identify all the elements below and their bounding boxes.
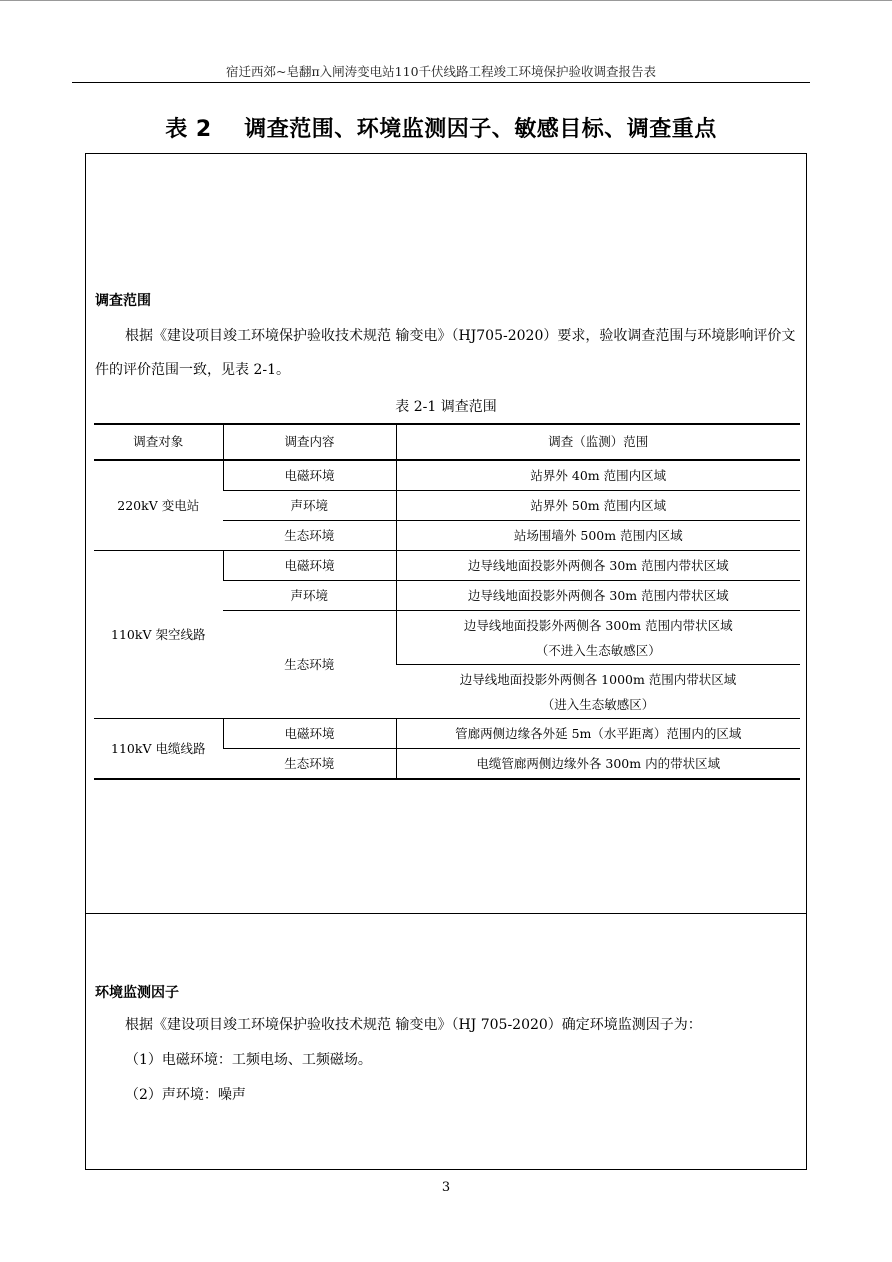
- scope-paragraph: [95, 319, 800, 387]
- object-cell: 110kV 架空线路: [111, 626, 206, 642]
- content-cell: 电磁环境: [223, 551, 396, 581]
- factor-item: （1）电磁环境：工频电场、工频磁场。: [125, 1052, 372, 1068]
- factors-heading: 环境监测因子: [95, 985, 179, 1001]
- header-content: 调查内容: [223, 424, 396, 460]
- factors-section-frame: [85, 913, 807, 1170]
- scope-heading: 调查范围: [95, 293, 151, 309]
- factors-paragraph: [95, 1008, 800, 1042]
- table-caption: 表 2-1 调查范围: [395, 399, 497, 415]
- content-cell: 生态环境: [284, 527, 335, 543]
- table-header-row: [94, 424, 800, 460]
- scope-line: 边导线地面投影外两侧各 1000m 范围内带状区域: [459, 671, 737, 687]
- factor-item: （2）声环境：噪声: [125, 1087, 246, 1103]
- scope-line-note: （进入生态敏感区）: [541, 696, 655, 712]
- content-cell: 声环境: [290, 497, 328, 513]
- content-cell: 电磁环境: [223, 719, 396, 749]
- page-number: 3: [441, 1180, 451, 1195]
- object-cell: 220kV 变电站: [117, 497, 200, 513]
- table-row: [94, 551, 800, 581]
- top-border-line: [0, 0, 892, 1]
- scope-line: 边导线地面投影外两侧各 300m 范围内带状区域: [463, 617, 733, 633]
- factors-paragraph-text: 根据《建设项目竣工环境保护验收技术规范 输变电》（HJ 705-2020）确定环境监测因子为：: [125, 1017, 702, 1033]
- table-row: [94, 460, 800, 491]
- scope-cell: 电缆管廊两侧边缘外各 300m 内的带状区域: [396, 749, 800, 780]
- table-row: [94, 719, 800, 749]
- scope-table: [94, 423, 800, 780]
- scope-cell: 站界外 40m 范围内区域: [396, 460, 800, 491]
- scope-cell: 站场围墙外 500m 范围内区域: [396, 521, 800, 551]
- header-scope: 调查（监测）范围: [396, 424, 800, 460]
- content-cell: 生态环境: [284, 656, 335, 672]
- scope-cell: [396, 611, 800, 665]
- scope-line-note: （不进入生态敏感区）: [535, 642, 661, 658]
- content-cell: 生态环境: [284, 755, 335, 771]
- content-cell: 声环境: [290, 587, 328, 603]
- header-rule: [72, 82, 810, 83]
- page-title: 表 2 调查范围、环境监测因子、敏感目标、调查重点: [165, 117, 717, 142]
- scope-cell: 边导线地面投影外两侧各 30m 范围内带状区域: [396, 551, 800, 581]
- header-object: 调查对象: [133, 434, 184, 449]
- content-cell: 电磁环境: [223, 460, 396, 491]
- scope-paragraph-text: 根据《建设项目竣工环境保护验收技术规范 输变电》（HJ705-2020）要求，验收调查范围与环境影响评价文件的评价范围一致，见表 2-1。: [95, 328, 796, 378]
- scope-cell: 管廊两侧边缘各外延 5m（水平距离）范围内的区域: [396, 719, 800, 749]
- running-header: 宿迁西郊~皂翻π入闸涛变电站110千伏线路工程竣工环境保护验收调查报告表: [225, 64, 657, 79]
- scope-section-frame: [85, 153, 807, 914]
- object-cell: 110kV 电缆线路: [111, 740, 206, 756]
- scope-cell: 边导线地面投影外两侧各 30m 范围内带状区域: [396, 581, 800, 611]
- scope-cell: 站界外 50m 范围内区域: [396, 491, 800, 521]
- scope-cell: [396, 665, 800, 719]
